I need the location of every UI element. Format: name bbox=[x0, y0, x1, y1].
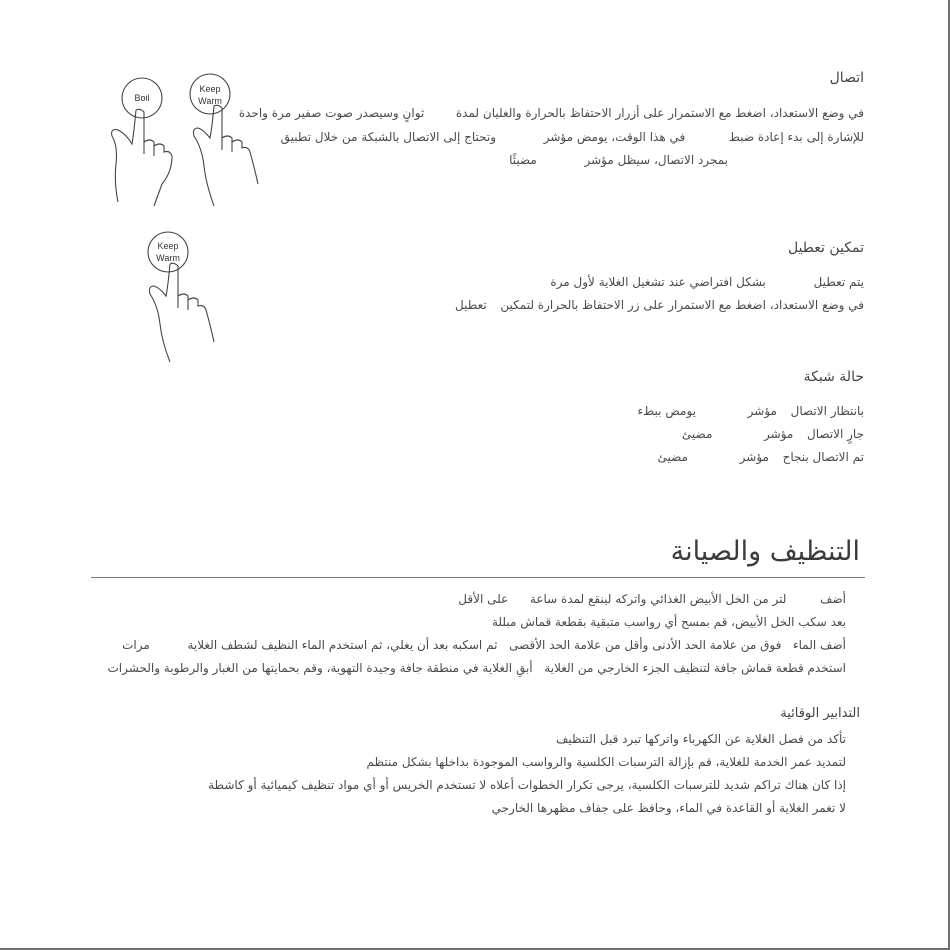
text-run: وتحتاج إلى الاتصال بالشبكة من خلال تطبيق bbox=[280, 130, 497, 144]
keep-button-label: Keep bbox=[157, 241, 179, 251]
cleaning-line-4 bbox=[108, 661, 847, 675]
boil-button-label: Boil bbox=[134, 93, 150, 103]
network-status-title: حالة شبكة bbox=[803, 369, 864, 385]
connect-line-1 bbox=[239, 106, 864, 120]
network-status-row-connected bbox=[658, 450, 864, 464]
text-run: ثم اسكبه بعد أن يغلي، ثم استخدم الماء النظيف لشطف الغلاية bbox=[187, 638, 498, 652]
network-status-row-waiting bbox=[638, 404, 864, 418]
precaution-line-1: تأكد من فصل الغلاية عن الكهرباء واتركها تبرد قبل التنظيف bbox=[555, 732, 846, 746]
precaution-line-3: إذا كان هناك تراكم شديد للترسبات الكلسية، يرجى تكرار الخطوات أعلاه لا تستخدم الخريس أو أي مواد تنظيف كيميائية أو كاشطة bbox=[208, 778, 846, 792]
cleaning-line-1 bbox=[458, 592, 846, 606]
enable-disable-line-2 bbox=[455, 298, 864, 312]
precaution-line-2: لتمديد عمر الخدمة للغلاية، قم بإزالة الترسبات الكلسية والرواسب الموجودة بداخلها بشكل منتظم bbox=[366, 755, 846, 769]
enable-disable-title: تمكين تعطيل bbox=[787, 240, 864, 256]
text-run: مضيئًا bbox=[509, 153, 537, 167]
cleaning-line-2 bbox=[492, 615, 846, 629]
text-run: أضف الماء bbox=[793, 638, 846, 652]
connect-line-2 bbox=[281, 130, 864, 144]
text-run: أضف bbox=[820, 592, 846, 606]
connect-title: اتصال bbox=[829, 70, 864, 86]
text-run: لتر من الخل الأبيض الغذائي واتركه لينقع لمدة ساعة bbox=[529, 592, 787, 606]
text-run: مؤشر bbox=[747, 404, 777, 418]
text-run: مضيئ bbox=[657, 450, 688, 464]
text-run: جارٍ الاتصال bbox=[807, 427, 864, 441]
text-run: يتم تعطيل bbox=[813, 275, 864, 289]
text-run: مرات bbox=[122, 638, 150, 652]
text-run: تم الاتصال بنجاح bbox=[782, 450, 864, 464]
text-run: بانتظار الاتصال bbox=[790, 404, 864, 418]
text-run: على الأقل bbox=[458, 592, 509, 606]
text-run: في هذا الوقت، يومض مؤشر bbox=[543, 130, 686, 144]
text-run: بمجرد الاتصال، سيظل مؤشر bbox=[584, 153, 728, 167]
warm-button-label: Warm bbox=[198, 96, 222, 106]
text-run: استخدم قطعة قماش جافة لتنظيف الجزء الخارجي من الغلاية bbox=[544, 661, 846, 675]
text-run: فوق من علامة الحد الأدنى وأقل من علامة الحد الأقصى bbox=[509, 638, 782, 652]
network-status-row-connecting bbox=[682, 427, 864, 441]
text-run: يومض ببطء bbox=[637, 404, 696, 418]
cleaning-line-3 bbox=[122, 638, 846, 652]
connect-line-3 bbox=[509, 153, 728, 167]
text-run: مؤشر bbox=[739, 450, 769, 464]
text-run: مؤشر bbox=[764, 427, 794, 441]
press-boil-keepwarm-illustration bbox=[88, 72, 268, 212]
text-run: بعد سكب الخل الأبيض، قم بمسح أي رواسب متبقية بقطعة قماش مبللة bbox=[491, 615, 846, 629]
text-run: في وضع الاستعداد، اضغط مع الاستمرار على أزرار الاحتفاظ بالحرارة والغليان لمدة bbox=[455, 106, 864, 120]
section-divider bbox=[91, 577, 865, 578]
precaution-line-4: لا تغمر الغلاية أو القاعدة في الماء، وحافظ على جفاف مظهرها الخارجي bbox=[491, 801, 846, 815]
precautions-title: التدابير الوقائية bbox=[780, 706, 860, 721]
text-run: مضيئ bbox=[681, 427, 713, 441]
keep-button-label: Keep bbox=[199, 84, 221, 94]
warm-button-label: Warm bbox=[156, 253, 180, 263]
text-run: ثوانٍ وسيصدر صوت صفير مرة واحدة bbox=[238, 106, 425, 120]
cleaning-title: التنظيف والصيانة bbox=[670, 536, 860, 567]
text-run: بشكل افتراضي عند تشغيل الغلاية لأول مرة bbox=[550, 275, 766, 289]
text-run: للإشارة إلى بدء إعادة ضبط bbox=[728, 130, 864, 144]
text-run: تعطيل bbox=[455, 298, 487, 312]
text-run: في وضع الاستعداد، اضغط مع الاستمرار على زر الاحتفاظ بالحرارة لتمكين bbox=[500, 298, 864, 312]
text-run: أبقِ الغلاية في منطقة جافة وجيدة التهوية، وقم بحمايتها من الغبار والرطوبة والحشرات bbox=[107, 661, 533, 675]
enable-disable-line-1 bbox=[550, 275, 864, 289]
press-keepwarm-illustration bbox=[138, 228, 228, 368]
